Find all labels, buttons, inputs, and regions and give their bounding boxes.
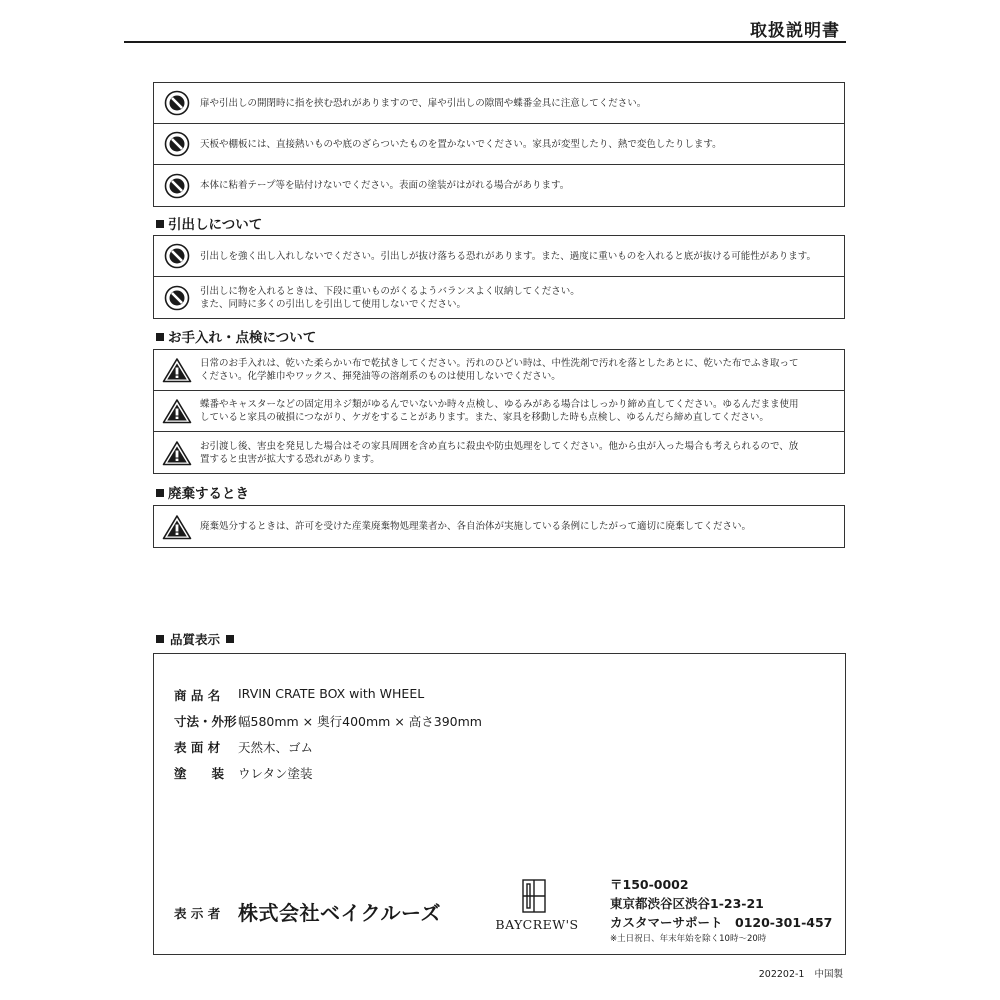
quality-row-finish: 塗 装 ウレタン塗装 <box>174 766 313 781</box>
warning-text: 蝶番やキャスターなどの固定用ネジ類がゆるんでいないか時々点検し、ゆるみがある場合はしっかり締め直してください。ゆるんだまま使用 していると家具の破損につながり、ケガをすることがあります。また、家具を移動した時も点検し、ゆるんだら締め直してください。 <box>200 399 799 423</box>
warning-row <box>154 506 844 547</box>
prohibition-icon <box>154 173 200 199</box>
disposal-warnings-box <box>153 505 845 548</box>
warning-icon <box>154 514 200 540</box>
section-heading-care: お手入れ・点検について <box>156 326 316 346</box>
warning-text: 扉や引出しの開閉時に指を挟む恐れがありますので、扉や引出しの隙間や蝶番金具に注意してください。 <box>200 97 647 109</box>
warning-text: 廃棄処分するときは、許可を受けた産業廃棄物処理業者か、各自治体が実施している条例にしたがって適切に廃棄してください。 <box>200 521 752 532</box>
prohibition-icon <box>154 90 200 116</box>
warning-text: 引出しを強く出し入れしないでください。引出しが抜け落ちる恐れがあります。また、過度に重いものを入れると底が抜ける可能性があります。 <box>200 250 816 262</box>
quality-row-product: 商 品 名 IRVIN CRATE BOX with WHEEL <box>174 686 425 703</box>
warning-text: 引出しに物を入れるときは、下段に重いものがくるようバランスよく収納してください。 また、同時に多くの引出しを引出して使用しないでください。 <box>200 285 580 310</box>
warning-row <box>154 277 844 318</box>
baycrews-logo <box>487 877 587 937</box>
care-warnings-box <box>153 349 845 474</box>
general-warnings-box <box>153 82 845 207</box>
document-code: 202202-1 <box>758 969 805 980</box>
quality-heading: 品質表示 <box>156 630 240 648</box>
logo-wordmark: BAYCREW'S <box>495 917 579 932</box>
issuer-name: 株式会社ベイクルーズ <box>238 901 441 925</box>
warning-text: 日常のお手入れは、乾いた柔らかい布で乾拭きしてください。汚れのひどい時は、中性洗剤で汚れを落としたあとに、乾いた布でふき取って ください。化学雑巾やワックス、揮発油等の溶剤系のものは使用しないでください。 <box>200 358 799 382</box>
quality-box <box>153 653 846 955</box>
warning-icon <box>154 357 200 383</box>
postal-code: 〒150-0002 <box>610 877 689 892</box>
support-phone: カスタマーサポート 0120-301-457 <box>610 915 833 930</box>
footer <box>700 966 843 980</box>
warning-icon <box>154 440 200 466</box>
warning-text: 本体に粘着テープ等を貼付けないでください。表面の塗装がはがれる場合があります。 <box>200 180 570 191</box>
section-heading-disposal: 廃棄するとき <box>156 482 249 502</box>
warning-row <box>154 165 844 206</box>
warning-row <box>154 350 844 391</box>
prohibition-icon <box>154 285 200 311</box>
prohibition-icon <box>154 131 200 157</box>
section-heading-drawers: 引出しについて <box>156 213 262 233</box>
quality-row-size: 寸法・外形 幅580mm × 奥行400mm × 高さ390mm <box>174 714 482 729</box>
company-address: 東京都渋谷区渋谷1-23-21 <box>610 896 764 911</box>
header-rule <box>124 41 846 43</box>
quality-row-material: 表 面 材 天然木、ゴム <box>174 740 314 755</box>
issuer-label: 表 示 者 <box>174 906 221 921</box>
warning-row <box>154 83 844 124</box>
warning-row <box>154 432 844 473</box>
warning-text: 天板や棚板には、直接熱いものや底のざらついたものを置かないでください。家具が変型したり、熱で変色したりします。 <box>200 138 722 150</box>
support-hours-note: ※土日祝日、年末年始を除く10時～20時 <box>610 934 767 944</box>
warning-icon <box>154 398 200 424</box>
country-of-origin: 中国製 <box>814 969 843 980</box>
prohibition-icon <box>154 243 200 269</box>
warning-row <box>154 236 844 277</box>
warning-text: お引渡し後、害虫を発見した場合はその家具周囲を含め直ちに殺虫や防虫処理をしてください。他から虫が入った場合も考えられるので、放 置すると虫害が拡大する恐れがあります。 <box>200 440 799 465</box>
warning-row <box>154 124 844 165</box>
warning-row <box>154 391 844 432</box>
document-title: 取扱説明書 <box>750 21 840 41</box>
baycrews-logo-mark-icon <box>487 877 587 915</box>
drawer-warnings-box <box>153 235 845 319</box>
